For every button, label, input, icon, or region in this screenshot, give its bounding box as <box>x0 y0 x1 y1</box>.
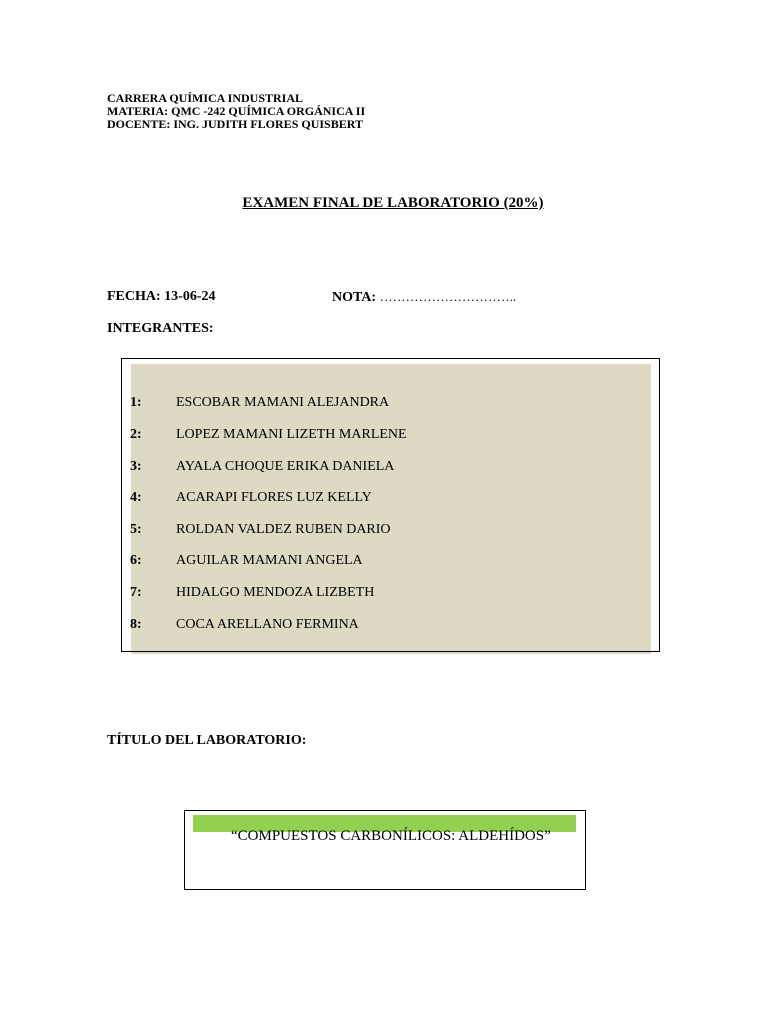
grade-field <box>332 289 516 306</box>
member-number: 2: <box>130 427 142 442</box>
grade-label: NOTA: <box>332 290 377 305</box>
member-number: 7: <box>130 585 142 600</box>
lab-title-label: TÍTULO DEL LABORATORIO: <box>107 733 307 748</box>
header-teacher: DOCENTE: ING. JUDITH FLORES QUISBERT <box>107 117 363 131</box>
member-name: ACARAPI FLORES LUZ KELLY <box>176 490 372 505</box>
member-name: COCA ARELLANO FERMINA <box>176 617 359 632</box>
date-label: FECHA: 13-06-24 <box>107 289 216 304</box>
header-career: CARRERA QUÍMICA INDUSTRIAL <box>107 91 304 105</box>
grade-blank: ………………………….. <box>379 289 517 304</box>
member-number: 6: <box>130 553 142 568</box>
lab-title: “COMPUESTOS CARBONÍLICOS: ALDEHÍDOS” <box>231 828 551 844</box>
member-name: LOPEZ MAMANI LIZETH MARLENE <box>176 427 407 442</box>
member-number: 3: <box>130 459 142 474</box>
member-name: ROLDAN VALDEZ RUBEN DARIO <box>176 522 391 537</box>
member-number: 8: <box>130 617 142 632</box>
member-number: 5: <box>130 522 142 537</box>
exam-title: EXAMEN FINAL DE LABORATORIO (20%) <box>242 195 544 211</box>
header-subject: MATERIA: QMC -242 QUÍMICA ORGÁNICA II <box>107 104 366 118</box>
member-name: AGUILAR MAMANI ANGELA <box>176 553 363 568</box>
member-number: 4: <box>130 490 142 505</box>
member-name: ESCOBAR MAMANI ALEJANDRA <box>176 395 390 410</box>
members-label: INTEGRANTES: <box>107 321 214 336</box>
member-name: HIDALGO MENDOZA LIZBETH <box>176 585 375 600</box>
member-name: AYALA CHOQUE ERIKA DANIELA <box>176 459 395 474</box>
member-number: 1: <box>130 395 142 410</box>
